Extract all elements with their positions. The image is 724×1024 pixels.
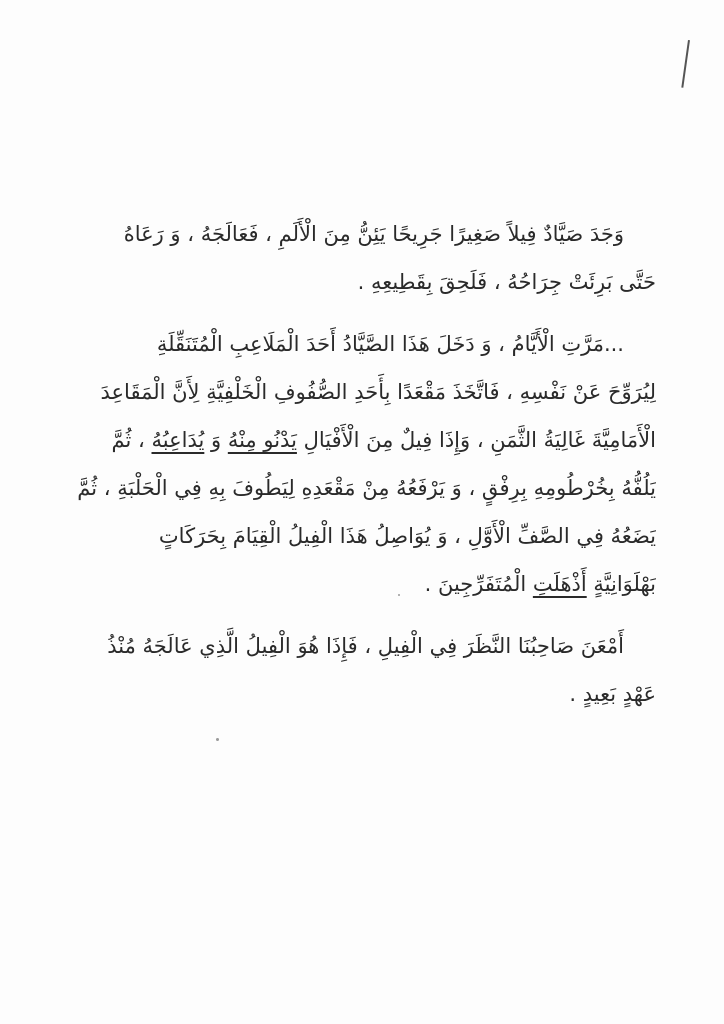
paragraph-2	[60, 320, 656, 608]
text-line: عَهْدٍ بَعِيدٍ .	[569, 682, 656, 706]
story-text	[60, 210, 656, 732]
scan-speck	[216, 738, 219, 741]
paragraph-1	[60, 210, 656, 306]
text-line: وَجَدَ صَيَّادٌ فِيلاً صَغِيرًا جَرِيحًا يَئِنُّ مِنَ الْأَلَمِ ، فَعَالَجَهُ ، وَ رَعَاهُ	[123, 222, 624, 246]
text-line: الْأَمَامِيَّةَ غَالِيَةُ الثَّمَنِ ، وَإِذَا فِيلٌ مِنَ الْأَفْيَالِ يَدْنُو مِنْهُ وَ يُدَاعِبُهُ ، ثُمَّ	[111, 428, 656, 452]
text-line: حَتَّى بَرِئَتْ جِرَاحُهُ ، فَلَحِقَ بِقَطِيعِهِ .	[357, 270, 656, 294]
text-line: ...مَرَّتِ الْأَيَّامُ ، وَ دَخَلَ هَذَا الصَّيَّادُ أَحَدَ الْمَلَاعِبِ الْمُتَنَقِّلَةِ	[156, 332, 624, 356]
underlined-word: يَدْنُو مِنْهُ	[227, 428, 297, 452]
text-line: يَلُفُّهُ بِخُرْطُومِهِ بِرِفْقٍ ، وَ يَرْفَعُهُ مِنْ مَقْعَدِهِ لِيَطُوفَ بِهِ فِي الْحَلْبَةِ ، ثُمَّ	[77, 476, 656, 500]
text-line: لِيُرَوِّحَ عَنْ نَفْسِهِ ، فَاتَّخَذَ مَقْعَدًا بِأَحَدِ الصُّفُوفِ الْخَلْفِيَّةِ لِأَنَّ الْمَقَاعِدَ	[100, 380, 656, 404]
text-line: أَمْعَنَ صَاحِبُنَا النَّظَرَ فِي الْفِيلِ ، فَإِذَا هُوَ الْفِيلُ الَّذِي عَالَجَهُ مُنْذُ	[107, 634, 624, 658]
margin-pen-mark	[681, 40, 690, 88]
paragraph-3	[60, 622, 656, 718]
text-line: يَضَعُهُ فِي الصَّفِّ الْأَوَّلِ ، وَ يُوَاصِلُ هَذَا الْفِيلُ الْقِيَامَ بِحَرَكَاتٍ	[158, 524, 656, 548]
underlined-word: أَذْهَلَتِ	[532, 572, 587, 596]
text-line: بَهْلَوَانِيَّةٍ أَذْهَلَتِ الْمُتَفَرِّجِينَ .	[424, 572, 656, 596]
underlined-word: يُدَاعِبُهُ	[151, 428, 205, 452]
